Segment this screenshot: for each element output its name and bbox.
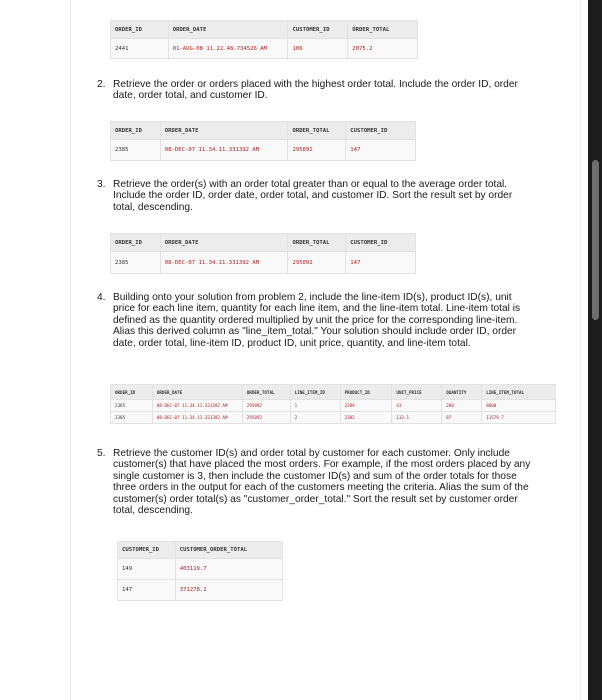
question-4: [97, 292, 533, 349]
table-cell: 2385: [111, 252, 161, 274]
question-number: 2.: [97, 79, 106, 90]
table-cell: 2385: [111, 400, 153, 412]
table-cell: 2302: [340, 412, 392, 424]
column-header: ORDER_DATE: [160, 234, 288, 252]
table-cell: 2289: [340, 400, 392, 412]
table-cell: 149: [118, 559, 176, 580]
table-cell: 147: [118, 580, 176, 601]
question-2: [97, 79, 527, 102]
table-cell: 403119.7: [175, 559, 282, 580]
table-cell: 8600: [482, 400, 556, 412]
result-table-2: [110, 121, 416, 161]
column-header: ORDER_ID: [111, 234, 161, 252]
column-header: LINE_ITEM_TOTAL: [482, 385, 556, 400]
table-cell: 2385: [111, 140, 161, 161]
page-border-right: [580, 0, 581, 700]
page-border-left: [70, 0, 71, 700]
question-3: [97, 179, 533, 213]
column-header: ORDER_ID: [111, 385, 153, 400]
column-header: CUSTOMER_ID: [288, 21, 348, 39]
question-number: 3.: [97, 179, 106, 190]
column-header: QUANTITY: [442, 385, 482, 400]
column-header: ORDER_ID: [111, 21, 169, 39]
table-cell: 295892: [288, 252, 346, 274]
table-cell: 08-DEC-07 11.34.11.331392 AM: [152, 412, 242, 424]
scrollbar-thumb[interactable]: [592, 160, 599, 320]
question-text: Retrieve the order or orders placed with the highest order total. Include the order ID, order date, order total, and customer ID.: [113, 79, 518, 102]
table-cell: 2385: [111, 412, 153, 424]
column-header: CUSTOMER_ID: [118, 542, 176, 559]
question-text: Building onto your solution from problem 2, include the line-item ID(s), product ID(s), unit price for each line item, quantity for each line item, and the line-item total. Line-item total is defined as the quantity ordered multiplied by unit the price for the corresponding line-item. Alias this derived column as "line_item_total." Your solution should include order ID, order date, order total, line-item ID, product ID, unit price, quantity, and line-item total.: [113, 292, 521, 349]
table-cell: 371278.2: [175, 580, 282, 601]
column-header: ORDER_TOTAL: [288, 122, 346, 140]
column-header: CUSTOMER_ID: [346, 122, 416, 140]
column-header: ORDER_DATE: [152, 385, 242, 400]
left-margin: [0, 0, 70, 700]
table-cell: 2075.2: [348, 39, 418, 59]
table-cell: 08-DEC-07 11.34.11.331392 AM: [160, 140, 288, 161]
table-cell: 106: [288, 39, 348, 59]
table-cell: 147: [346, 252, 416, 274]
table-cell: 87: [442, 412, 482, 424]
column-header: ORDER_TOTAL: [242, 385, 290, 400]
table-cell: 1: [290, 400, 340, 412]
table-cell: 08-DEC-07 11.34.11.331392 AM: [152, 400, 242, 412]
table-cell: 43: [392, 400, 442, 412]
question-number: 4.: [97, 292, 106, 303]
scrollbar-track[interactable]: [588, 0, 602, 700]
column-header: ORDER_TOTAL: [288, 234, 346, 252]
table-cell: 147: [346, 140, 416, 161]
column-header: ORDER_ID: [111, 122, 161, 140]
table-cell: 08-DEC-07 11.34.11.331392 AM: [160, 252, 288, 274]
table-cell: 295892: [242, 412, 290, 424]
table-cell: 200: [442, 400, 482, 412]
column-header: CUSTOMER_ORDER_TOTAL: [175, 542, 282, 559]
table-cell: 295892: [288, 140, 346, 161]
result-table-4: [110, 384, 556, 424]
table-cell: 2: [290, 412, 340, 424]
column-header: ORDER_DATE: [160, 122, 288, 140]
question-text: Retrieve the customer ID(s) and order total by customer for each customer. Only include customer(s) that have placed the most orders. For example, if the most orders placed by any single customer is 3, then include the customer ID(s) and sum of the order totals for those three orders in the output for each of the customers meeting the criteria. Alias the sum of the customer(s) order total(s) as "customer_order_total." Sort the result set by customer order total, descending.: [113, 448, 531, 517]
table-cell: 133.1: [392, 412, 442, 424]
question-5: [97, 448, 533, 516]
column-header: ORDER_TOTAL: [348, 21, 418, 39]
column-header: CUSTOMER_ID: [346, 234, 416, 252]
table-cell: 11579.7: [482, 412, 556, 424]
result-table-5: [117, 541, 283, 601]
column-header: LINE_ITEM_ID: [290, 385, 340, 400]
column-header: PRODUCT_ID: [340, 385, 392, 400]
result-table-1: [110, 20, 418, 59]
question-number: 5.: [97, 448, 106, 459]
table-cell: 295892: [242, 400, 290, 412]
column-header: ORDER_DATE: [168, 21, 288, 39]
result-table-3: [110, 233, 416, 274]
column-header: UNIT_PRICE: [392, 385, 442, 400]
table-cell: 2441: [111, 39, 169, 59]
question-text: Retrieve the order(s) with an order total greater than or equal to the average order total. Include the order ID, order date, order total, and customer ID. Sort the result set by order total, descending.: [113, 179, 513, 213]
table-cell: 01-AUG-08 11.22.48.734526 AM: [168, 39, 288, 59]
